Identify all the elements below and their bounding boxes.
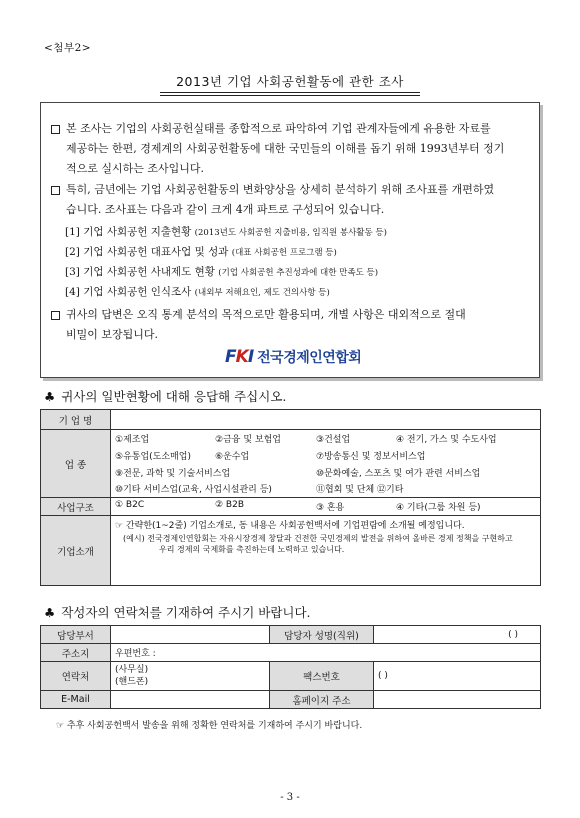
intro-box — [40, 102, 540, 378]
contact-table — [40, 625, 541, 709]
contact-person-field[interactable]: ( ) — [374, 626, 541, 644]
intro-bullet-1-text: 본 조사는 기업의 사회공헌실태를 종합적으로 파악하여 기업 관계자들에게 유용한 자료를 제공하는 한편, 경제계의 사회공헌활동에 대한 국민들의 이해를 돕기 위해 1993년부터 정기 적으로 실시하는 조사입니다. — [66, 122, 505, 175]
company-info-table — [40, 409, 541, 586]
address-label: 주소지 — [41, 644, 111, 662]
industry-option[interactable]: ⑩기타 서비스업(교육, 사업시설관리 등) — [115, 485, 272, 496]
industry-label: 업 종 — [41, 430, 111, 498]
checkbox-square-icon — [51, 186, 60, 195]
company-name-field[interactable] — [111, 410, 541, 430]
industry-option[interactable]: ⑤유통업(도소매업) — [115, 451, 191, 462]
industry-option-row-4 — [111, 481, 541, 498]
page-title: 2013년 기업 사회공헌활동에 관한 조사 — [176, 74, 404, 89]
club-icon: ♣ — [44, 605, 56, 620]
company-name-label: 기 업 명 — [41, 410, 111, 430]
business-structure-options — [111, 498, 541, 516]
department-label: 담당부서 — [41, 626, 111, 644]
industry-option-row-2 — [111, 447, 541, 464]
industry-option[interactable]: ①제조업 — [115, 434, 150, 445]
structure-option-b2b[interactable]: ② B2B — [215, 500, 245, 510]
industry-option[interactable]: ⑩문화예술, 스포츠 및 여가 관련 서비스업 — [316, 468, 481, 479]
club-icon: ♣ — [44, 389, 56, 404]
fax-field[interactable]: ( ) — [374, 662, 541, 691]
contact-person-label: 담당자 성명(직위) — [270, 626, 374, 644]
company-intro-label: 기업소개 — [41, 516, 111, 586]
fki-logo-text: 전국경제인연합회 — [257, 350, 362, 366]
industry-option-row-3 — [111, 464, 541, 481]
structure-option-other[interactable]: ④ 기타(그룹 차원 등) — [396, 503, 481, 513]
business-structure-label: 사업구조 — [41, 498, 111, 516]
page-number: - 3 - — [280, 792, 300, 803]
survey-part-2: [2] 기업 사회공헌 대표사업 및 성과 (대표 사회공헌 프로그램 등) — [65, 246, 337, 258]
mobile-phone-label: (핸드폰) — [115, 677, 149, 687]
title-underline — [160, 92, 420, 93]
address-field[interactable]: 우편번호 : — [111, 644, 541, 662]
title-underline-2 — [160, 95, 420, 96]
office-phone-label: (사무실) — [115, 665, 149, 675]
industry-option-row-1 — [111, 430, 541, 447]
contact-footnote: ☞ 추후 사회공헌백서 발송을 위해 정확한 연락처를 기재하여 주시기 바랍니다. — [56, 721, 363, 731]
section-2-heading: ♣ 작성자의 연락처를 기재하여 주시기 바랍니다. — [44, 605, 311, 620]
homepage-label: 홈페이지 주소 — [270, 691, 374, 709]
survey-part-3: [3] 기업 사회공헌 사내제도 현황 (기업 사회공헌 추진성과에 대한 만족도 등) — [65, 266, 379, 278]
survey-part-4: [4] 기업 사회공헌 인식조사 (내외부 저해요인, 제도 건의사항 등) — [65, 286, 330, 298]
homepage-field[interactable] — [374, 691, 541, 709]
fax-label: 팩스번호 — [270, 662, 374, 691]
phone-label: 연락처 — [41, 662, 111, 691]
industry-option[interactable]: ⑦방송통신 및 정보서비스업 — [316, 451, 426, 462]
structure-option-b2c[interactable]: ① B2C — [115, 500, 145, 510]
industry-option[interactable]: ④ 전기, 가스 및 수도사업 — [396, 434, 497, 445]
phone-field[interactable] — [111, 662, 270, 691]
industry-option[interactable]: ⑪협회 및 단체 ⑫기타 — [316, 485, 404, 496]
department-field[interactable] — [111, 626, 270, 644]
fki-logo-mark: FKI — [225, 347, 254, 367]
email-label: E-Mail — [41, 691, 111, 709]
company-intro-hint: ☞ 간략한(1~2줄) 기업소개로, 동 내용은 사회공헌백서에 기업편람에 소개될 예정입니다. — [115, 521, 465, 531]
company-intro-example: (예시) 전국경제인연합회는 자유시장경제 창달과 건전한 국민경제의 발전을 위하여 올바른 경제 정책을 구현하고 — [123, 534, 513, 543]
structure-option-mixed[interactable]: ③ 혼용 — [316, 503, 345, 513]
company-intro-field[interactable] — [111, 516, 541, 586]
attachment-label: <첨부2> — [44, 42, 92, 54]
industry-option[interactable]: ③건설업 — [316, 434, 351, 445]
company-intro-example-cont: 우리 경제의 국제화를 촉진하는데 노력하고 있습니다. — [159, 545, 345, 554]
industry-option[interactable]: ⑥운수업 — [215, 451, 250, 462]
section-1-heading: ♣ 귀사의 일반현황에 대해 응답해 주십시오. — [44, 389, 287, 404]
email-field[interactable] — [111, 691, 270, 709]
survey-part-1: [1] 기업 사회공헌 지출현황 (2013년도 사회공헌 지출비용, 임직원 봉사활동 등) — [65, 226, 387, 238]
industry-option[interactable]: ②금융 및 보험업 — [215, 434, 281, 445]
intro-bullet-3-text: 귀사의 답변은 오직 통계 분석의 목적으로만 활용되며, 개별 사항은 대외적으로 절대 비밀이 보장됩니다. — [66, 308, 466, 341]
checkbox-square-icon — [51, 125, 60, 134]
industry-option[interactable]: ⑨전문, 과학 및 기술서비스업 — [115, 468, 231, 479]
checkbox-square-icon — [51, 311, 60, 320]
intro-bullet-2-text: 특히, 금년에는 기업 사회공헌활동의 변화양상을 상세히 분석하기 위해 조사표를 개편하였 습니다. 조사표는 다음과 같이 크게 4개 파트로 구성되어 있습니다. — [66, 183, 495, 216]
fki-logo — [225, 347, 361, 367]
